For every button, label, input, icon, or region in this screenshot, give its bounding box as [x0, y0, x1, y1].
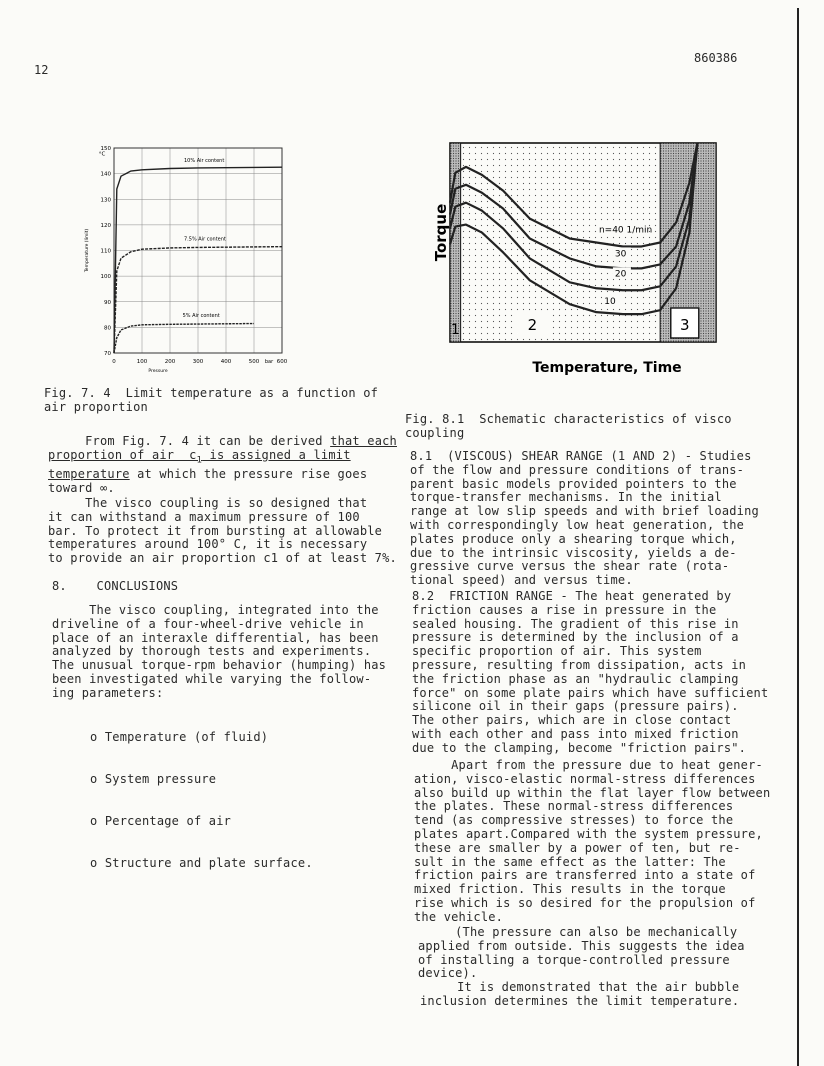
visco-design-paragraph: The visco coupling is so designed that it can withstand a maximum pressure of 100 bar. To protect it from bursting at allowable temperatures around 100° C, it is necessary to provide an air proportion c1 of at least 7%. [48, 496, 397, 566]
figure-8-1-caption: Fig. 8.1 Schematic characteristics of visco coupling [405, 412, 732, 440]
y-unit-label: °C [98, 151, 106, 158]
series-label: 10% Air content [184, 158, 225, 165]
y-axis-label: Temperature (limit) [85, 228, 90, 273]
y-axis-label: Torque [432, 203, 450, 262]
parameter-list [90, 702, 313, 884]
x-axis-label: Temperature, Time [532, 360, 682, 376]
conclusion-statement: It is demonstrated that the air bubble inclusion determines the limit temperature. [420, 980, 740, 1008]
conclusions-heading: 8. CONCLUSIONS [52, 579, 179, 593]
normal-stress-paragraph: Apart from the pressure due to heat gener- ation, visco-elastic normal-stress differences also build up within the flat layer flow between the plates. These normal-stress differences tend (as compressive stresses) to force the plates apart.Compared with the system pressure, these are smaller by a power of ten, but re- sult in the same effect as the latter: The friction pairs are transferred into a state of mixed friction. This results in the torque rise which is so desired for the propulsion of the vehicle. [414, 758, 771, 924]
series-label: 30 [614, 249, 627, 260]
series-label: 7.5% Air content [184, 236, 226, 243]
x-tick-label: 400 [220, 359, 232, 365]
x-tick-label: 200 [164, 359, 176, 365]
figure-7-4-chart [80, 140, 295, 378]
list-item: o Percentage of air [90, 814, 232, 828]
series-label: 5% Air content [182, 313, 220, 320]
figure-8-1-chart [420, 140, 720, 380]
x-tick-label: 100 [136, 359, 148, 365]
page-edge-line [797, 8, 799, 1066]
chart-background [450, 143, 716, 342]
derive-paragraph: From Fig. 7. 4 it can be derived that each proportion of air $c_1$ is assigned a limit temperature at which the pressure rise goes toward ∞. [48, 434, 397, 495]
conclusions-paragraph: The visco coupling, integrated into the driveline of a four-wheel-drive vehicle in place of an interaxle differential, has been analyzed by thorough tests and experiments. The unusual torque-rpm behavior (humping) has been investigated while varying the follow- ing parameters: [52, 603, 387, 700]
x-unit-label: bar [264, 359, 274, 365]
region-label: 3 [680, 316, 690, 334]
y-tick-label: 80 [104, 325, 111, 332]
x-tick-label: 500 [248, 359, 260, 365]
x-tick-label: 600 [276, 359, 288, 365]
figure-7-4-caption: Fig. 7. 4 Limit temperature as a function of air proportion [44, 386, 379, 414]
y-tick-label: 110 [100, 248, 111, 255]
list-item: o System pressure [90, 772, 217, 786]
y-tick-label: 100 [100, 274, 111, 281]
series-label: 20 [614, 269, 627, 280]
document-number: 860386 [694, 51, 738, 65]
list-item: o Temperature (of fluid) [90, 730, 269, 744]
mechanical-pressure-paragraph: (The pressure can also be mechanically applied from outside. This suggests the idea of installing a torque-controlled pressure device). [418, 925, 745, 981]
series-label: 10 [604, 297, 616, 308]
list-item: o Structure and plate surface. [90, 856, 313, 870]
y-tick-label: 90 [104, 299, 111, 306]
y-tick-label: 150 [100, 146, 111, 152]
x-tick-label: 0 [112, 359, 116, 365]
y-tick-label: 140 [100, 171, 111, 178]
y-tick-label: 70 [104, 351, 111, 357]
section-8-1-paragraph: 8.1 (VISCOUS) SHEAR RANGE (1 AND 2) - Studies of the flow and pressure conditions of trans- parent basic models provided pointers to the torque-transfer mechanisms. In the initial range at low slip speeds and with brief loading with correspondingly low heat generation, the plates produce only a shearing torque which, due to the intrinsic viscosity, yields a de- gressive curve versus the shear rate (rota- tional speed) and versus time. [410, 449, 759, 588]
y-tick-label: 120 [100, 222, 111, 229]
x-tick-label: 300 [192, 359, 204, 365]
page-number: 12 [34, 63, 49, 77]
series-line [114, 324, 254, 353]
region-label: 1 [450, 322, 460, 338]
x-axis-label: Pressure [148, 369, 168, 374]
series-label: n=40 1/min [598, 225, 653, 236]
y-tick-label: 130 [100, 197, 111, 204]
section-8-2-paragraph: 8.2 FRICTION RANGE - The heat generated by friction causes a rise in pressure in the sealed housing. The gradient of this rise in pressure is determined by the inclusion of a specific proportion of air. This system pressure, resulting from dissipation, acts in the friction phase as an "hydraulic clamping force" on some plate pairs which have sufficient silicone oil in their gaps (pressure pairs). The other pairs, which are in close contact with each other and pass into mixed friction due to the clamping, become "friction pairs". [412, 589, 769, 755]
region-label: 2 [527, 316, 538, 334]
